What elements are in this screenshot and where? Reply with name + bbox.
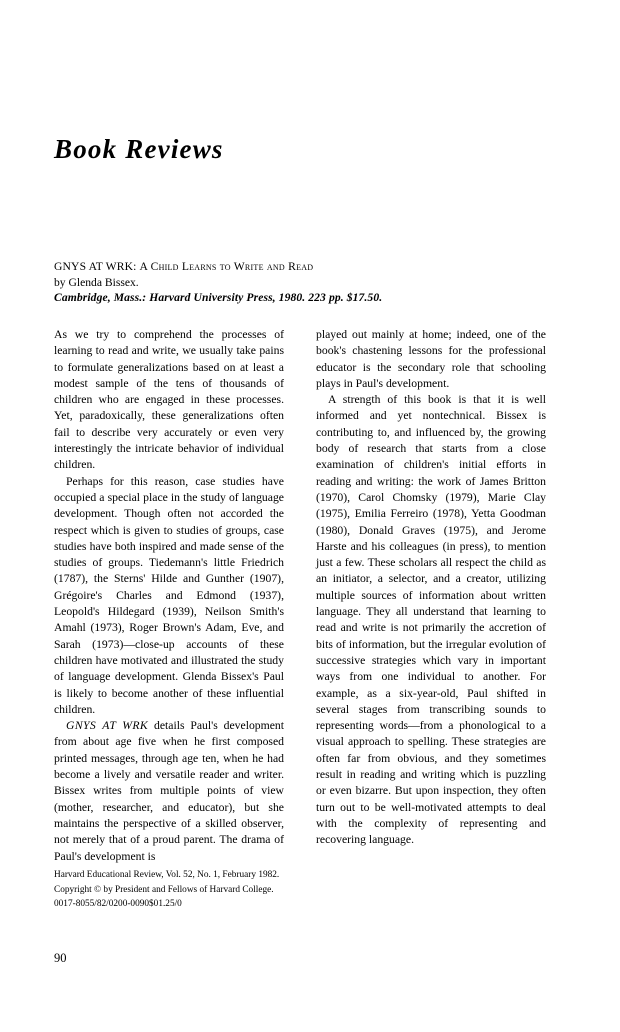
footnote-issn-line: 0017-8055/82/0200-0090$01.25/0 (54, 899, 182, 910)
body-paragraph: played out mainly at home; indeed, one of the book's chastening lessons for the professional educator is the secondary role that schooling plays in Paul's development. (316, 328, 546, 390)
left-column (54, 327, 284, 865)
body-paragraph: A strength of this book is that it is well informed and yet nontechnical. Bissex is contributing to, and influenced by, the growing body of research that starts from a close examination of children's initial efforts in reading and writing: the work of James Britton (1970), Carol Chomsky (1979), Marie Clay (1975), Emilia Ferreiro (1978), Yetta Goodman (1980), Donald Graves (1975), and Jerome Harste and his colleagues (in press), to mention just a few. These scholars all respect the child as an initiator, a selector, and a creator, utilizing multiple sources of information about written language. They all understand that learning to read and write is not primarily the accretion of bits of information, but the irregular evolution of successive strategies which vary in important ways from one individual to another. For example, as a six-year-old, Paul shifted in several stages from transcribing sounds to representing words—from a phonological to a visual approach to spelling. These strategies are often far from obvious, and they sometimes result in reading and writing which is puzzling or even bizarre. But upon inspection, they often turn out to be well-motivated attempts to deal with the complexity of representing and recovering language. (316, 393, 546, 847)
footnote-block (54, 868, 474, 912)
body-paragraph: Perhaps for this reason, case studies have occupied a special place in the study of language development. Though often not accorded the respect which is given to studies of groups, case studies have both inspired and made sense of the studies of groups. Tiedemann's little Friedrich (1787), the Sterns' Hilde and Gunther (1907), Grégoire's Charles and Edmond (1937), Leopold's Hildegard (1939), Neilson Smith's Amahl (1973), Roger Brown's Adam, Eve, and Sarah (1973)—close-up accounts of these children have motivated and illustrated the study of language development. Glenda Bissex's Paul is likely to become another of these influential children. (54, 474, 284, 716)
page-number: 90 (54, 951, 67, 965)
book-reference-header (54, 259, 544, 306)
footnote-copyright-line: Copyright © by President and Fellows of Harvard College. (54, 884, 274, 895)
book-title-subtitle: A Child Learns to Write and Read (139, 260, 314, 273)
book-title-main: GNYS AT WRK: (54, 260, 137, 273)
book-imprint-line: Cambridge, Mass.: Harvard University Press, 1980. 223 pp. $17.50. (54, 291, 383, 305)
book-author-line: by Glenda Bissex. (54, 275, 139, 289)
body-paragraph: GNYS AT WRK details Paul's development from about age five when he first composed printed messages, through age ten, when he had become a lively and versatile reader and writer. Bissex writes from multiple points of view (mother, researcher, and educator), but she maintains the perspective of a skilled observer, not merely that of a proud parent. The drama of Paul's development is (54, 719, 284, 863)
body-paragraph: As we try to comprehend the processes of learning to read and write, we usually take pains to formulate generalizations based on at least a modest sample of the tens of thousands of children who are engaged in these processes. Yet, paradoxically, these generalizations often fail to describe very accurately or even very interestingly the intricate behavior of individual children. (54, 328, 284, 472)
book-title-line (54, 259, 544, 275)
footnote-citation-line: Harvard Educational Review, Vol. 52, No. 1, February 1982. (54, 870, 280, 880)
italic-book-title-inline: GNYS AT WRK (66, 719, 149, 733)
right-column (316, 327, 546, 865)
body-columns (54, 327, 546, 865)
page-title: Book Reviews (54, 134, 224, 164)
